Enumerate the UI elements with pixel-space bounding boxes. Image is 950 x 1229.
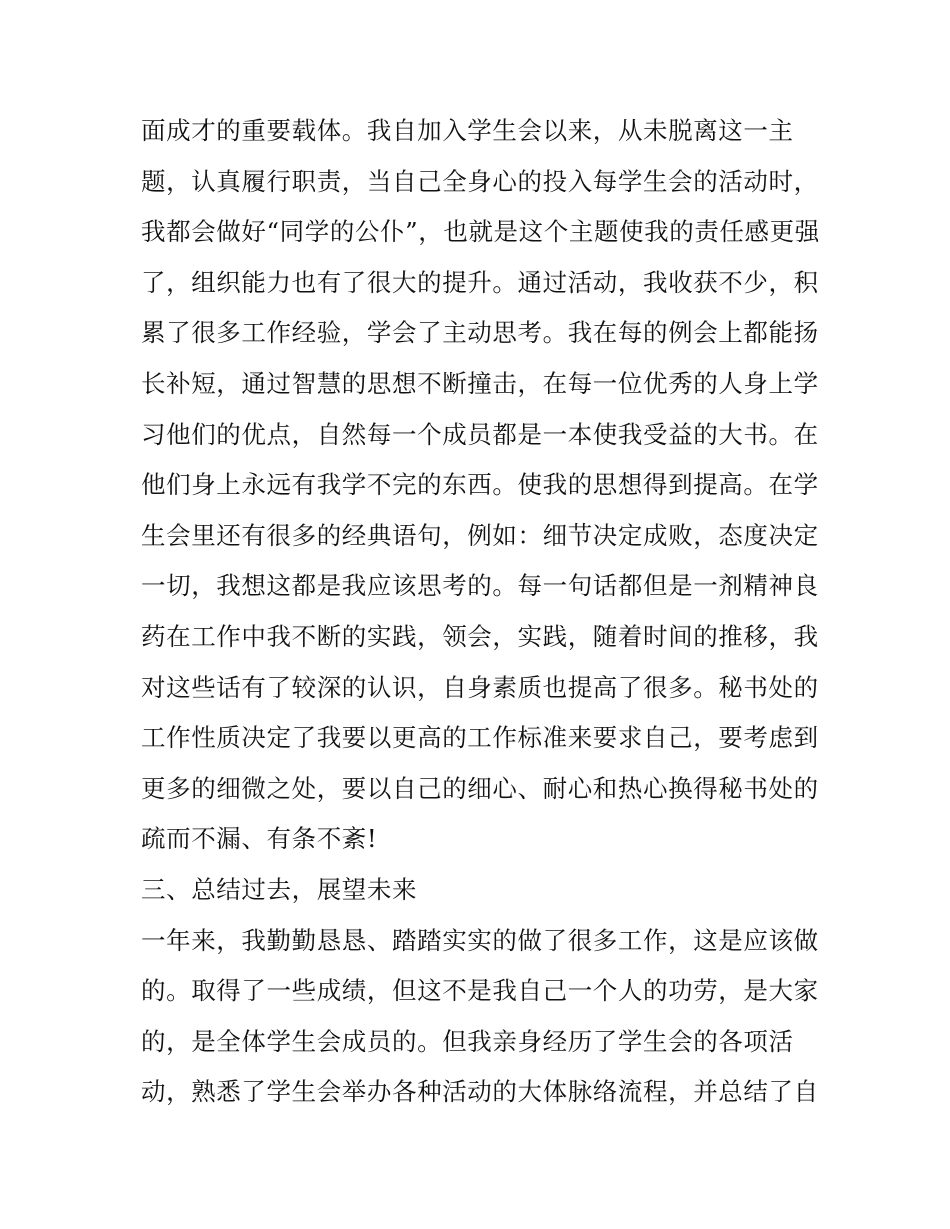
text-line-20: 动，熟悉了学生会举办各种活动的大体脉络流程，并总结了自 xyxy=(141,1077,819,1107)
text-line-9: 生会里还有很多的经典语句，例如：细节决定成败，态度决定 xyxy=(141,520,819,550)
text-line-12: 对这些话有了较深的认识，自身素质也提高了很多。秘书处的 xyxy=(141,672,819,702)
text-line-13: 工作性质决定了我要以更高的工作标准来要求自己，要考虑到 xyxy=(141,723,819,753)
text-line-17: 一年来，我勤勤恳恳、踏踏实实的做了很多工作，这是应该做 xyxy=(141,925,819,955)
section-heading: 三、总结过去，展望未来 xyxy=(141,874,418,904)
text-line-14: 更多的细微之处，要以自己的细心、耐心和热心换得秘书处的 xyxy=(141,773,819,803)
text-line-3: 我都会做好“同学的公仆”，也就是这个主题使我的责任感更强 xyxy=(141,217,820,247)
text-line-8: 他们身上永远有我学不完的东西。使我的思想得到提高。在学 xyxy=(141,470,819,500)
text-line-19: 的，是全体学生会成员的。但我亲身经历了学生会的各项活 xyxy=(141,1026,794,1056)
text-line-2: 题，认真履行职责，当自己全身心的投入每学生会的活动时， xyxy=(141,166,819,196)
text-line-1: 面成才的重要载体。我自加入学生会以来，从未脱离这一主 xyxy=(141,116,794,145)
text-line-10: 一切，我想这都是我应该思考的。每一句话都但是一剂精神良 xyxy=(141,571,819,601)
document-body xyxy=(141,106,821,1118)
text-line-18: 的。取得了一些成绩，但这不是我自己一个人的功劳，是大家 xyxy=(141,976,819,1006)
text-line-5: 累了很多工作经验，学会了主动思考。我在每的例会上都能扬 xyxy=(141,318,819,348)
text-line-4: 了，组织能力也有了很大的提升。通过活动，我收获不少，积 xyxy=(141,267,819,297)
text-line-15: 疏而不漏、有条不紊! xyxy=(141,824,378,854)
text-line-7: 习他们的优点，自然每一个成员都是一本使我受益的大书。在 xyxy=(141,419,819,449)
text-line-11: 药在工作中我不断的实践，领会，实践，随着时间的推移，我 xyxy=(141,621,819,651)
text-line-6: 长补短，通过智慧的思想不断撞击，在每一位优秀的人身上学 xyxy=(141,368,819,398)
